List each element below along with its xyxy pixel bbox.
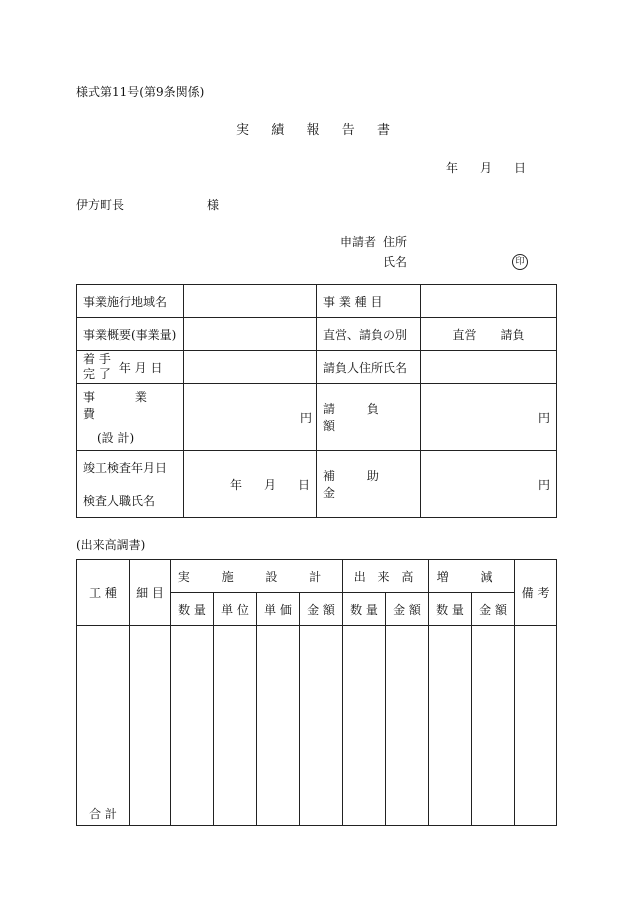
direct-label: 直営、請負の別 [323,327,408,342]
plan-amount-header [300,593,343,626]
table-cell[interactable] [343,626,386,826]
cost-yen: 円 [299,410,312,425]
contract-amount-value-cell[interactable] [421,384,557,451]
subsidy-value-cell[interactable] [421,451,557,518]
addressee-honorific: 様 [207,198,220,212]
contract-amount-label: 請 負 額 [323,402,393,433]
table-cell[interactable] [472,626,515,826]
actual-group-label: 出 来 高 [353,569,418,584]
table-cell[interactable] [429,626,472,826]
contract-amount-label-cell [317,384,421,451]
document-title [236,124,390,137]
contract-amount-yen: 円 [537,410,550,425]
direct-options-cell[interactable] [421,318,557,351]
date-day: 日 [513,161,526,175]
plan-amount-label: 金 額 [307,602,335,617]
report-date [446,162,526,174]
inspection-date-value-cell[interactable] [184,451,317,518]
finish-label: 完 了 [83,367,111,381]
diff-amount-label: 金 額 [479,602,507,617]
date-month: 月 [479,161,492,175]
applicant-label: 申請者 [340,235,377,249]
cost-value-cell[interactable] [184,384,317,451]
detail-header [130,560,171,626]
plan-group-header [171,560,343,593]
design-label: (設 計) [97,431,135,446]
title-char: 書 [376,123,390,138]
progress-table [76,559,557,826]
table-cell[interactable] [515,626,557,826]
total-cell[interactable] [77,626,130,826]
table-row [77,384,557,451]
summary-label-cell [77,318,184,351]
type-value-cell[interactable] [421,285,557,318]
diff-group-label: 増 減 [436,569,507,584]
actual-quantity-header [343,593,386,626]
title-char: 績 [271,123,285,138]
table-cell[interactable] [171,626,214,826]
actual-amount-label: 金 額 [393,602,421,617]
subsidy-yen: 円 [537,477,550,492]
date-label: 年 月 日 [118,360,163,375]
diff-amount-header [472,593,515,626]
inspection-label-cell [77,451,184,518]
plan-quantity-label: 数 量 [178,602,206,617]
table-cell[interactable] [300,626,343,826]
plan-unit-header [214,593,257,626]
title-char: 実 [236,123,250,138]
applicant-address-label: 住所 [383,235,408,249]
title-char: 告 [341,123,355,138]
diff-group-header [429,560,515,593]
table-row [77,351,557,384]
plan-price-header [257,593,300,626]
start-finish-label-cell [77,351,184,384]
area-label-cell [77,285,184,318]
cost-label: 事 業 費 [83,389,165,421]
inspection-month: 月 [263,477,276,492]
remarks-label: 備 考 [521,586,550,600]
table-cell[interactable] [130,626,171,826]
area-value-cell[interactable] [184,285,317,318]
date-year: 年 [446,161,459,175]
contractor-label: 請負人住所氏名 [323,360,408,375]
table-cell[interactable] [257,626,300,826]
table-row [77,285,557,318]
diff-quantity-header [429,593,472,626]
table-row [77,318,557,351]
table-cell[interactable] [386,626,429,826]
table-row [77,560,557,593]
cost-label-cell [77,384,184,451]
applicant-name-label: 氏名 [383,255,408,269]
seal-icon: 印 [512,254,528,270]
start-label: 着 手 [83,352,111,366]
work-type-label: 工 種 [89,586,117,600]
inspection-date-label: 竣工検査年月日 [83,461,168,475]
total-label: 合 計 [89,807,117,821]
title-char: 報 [306,123,320,138]
direct-options: 直営 請負 [452,327,525,342]
summary-value-cell[interactable] [184,318,317,351]
table-cell[interactable] [214,626,257,826]
actual-quantity-label: 数 量 [350,602,378,617]
work-type-header [77,560,130,626]
report-table [76,284,557,518]
inspection-year: 年 [230,477,243,492]
plan-quantity-header [171,593,214,626]
summary-label: 事業概要(事業量) [83,327,177,342]
subsidy-label-cell [317,451,421,518]
start-finish-value-cell[interactable] [184,351,317,384]
area-label: 事業施行地域名 [83,294,168,309]
subsidy-label: 補 助 金 [323,469,393,500]
type-label: 事 業 種 目 [323,294,383,309]
type-label-cell [317,285,421,318]
diff-quantity-label: 数 量 [436,602,464,617]
plan-price-label: 単 価 [264,602,292,617]
contractor-label-cell [317,351,421,384]
contractor-value-cell[interactable] [421,351,557,384]
inspection-day: 日 [297,477,310,492]
inspector-label: 検査人職氏名 [83,494,156,508]
plan-unit-label: 単 位 [221,602,249,617]
actual-group-header [343,560,429,593]
remarks-header [515,560,557,626]
table-row [77,451,557,518]
addressee-name: 伊方町長 [76,198,125,212]
actual-amount-header [386,593,429,626]
table-row [77,626,557,826]
detail-label: 細 目 [136,586,164,600]
progress-section-title: (出来高調書) [76,538,146,552]
direct-label-cell [317,318,421,351]
plan-group-label: 実 施 設 計 [177,569,336,584]
form-number: 様式第11号(第9条関係) [76,85,205,99]
